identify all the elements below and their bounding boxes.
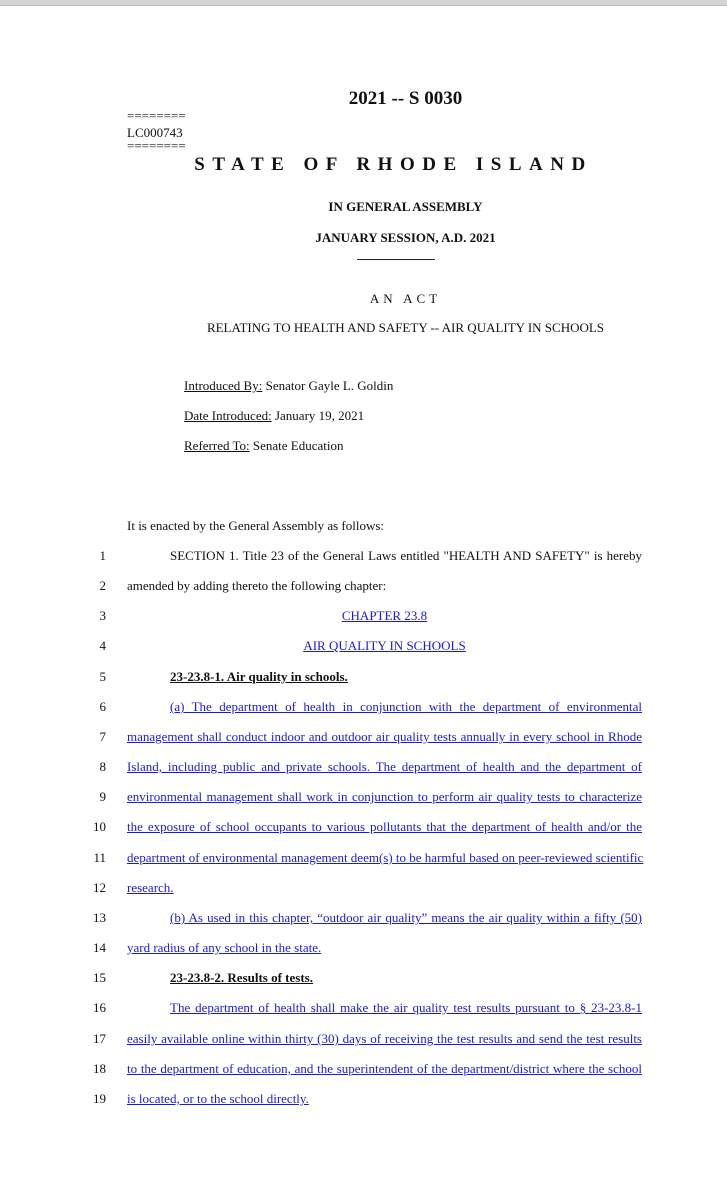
session-rule xyxy=(357,259,435,260)
line-number: 3 xyxy=(99,608,106,623)
line-number: 4 xyxy=(99,638,106,653)
bill-text-line: easily available online within thirty (30) days of receiving the test results and send the test results xyxy=(127,1031,642,1046)
referred-to-label: Referred To: xyxy=(184,438,250,453)
chapter-title xyxy=(127,638,642,654)
enacting-clause: It is enacted by the General Assembly as follows: xyxy=(127,518,385,533)
line-number: 18 xyxy=(93,1061,106,1076)
bill-text-line: SECTION 1. Title 23 of the General Laws entitled "HEALTH AND SAFETY" is hereby xyxy=(170,548,642,563)
line-number: 8 xyxy=(99,759,106,774)
line-number: 9 xyxy=(99,789,106,804)
line-number: 7 xyxy=(99,729,106,744)
section-heading xyxy=(127,970,642,986)
chapter-title-link[interactable]: AIR QUALITY IN SCHOOLS xyxy=(303,638,466,653)
bill-text-line: (a) The department of health in conjunction with the department of environmental xyxy=(170,699,642,714)
referred-to-value: Senate Education xyxy=(249,438,344,453)
referred-to xyxy=(184,438,344,454)
act-title: RELATING TO HEALTH AND SAFETY -- AIR QUALITY IN SCHOOLS xyxy=(206,320,605,335)
section-heading-text: 23-23.8-2. Results of tests. xyxy=(170,970,313,985)
bill-text-line xyxy=(127,940,642,956)
bill-text-line: management shall conduct indoor and outdoor air quality tests annually in every school in Rhode xyxy=(127,729,642,744)
bill-text-line: the exposure of school occupants to various pollutants that the department of health and/or the xyxy=(127,819,642,834)
chapter-number xyxy=(127,608,642,624)
bill-text-line: The department of health shall make the air quality test results pursuant to § 23-23.8-1 xyxy=(170,1000,642,1015)
section-heading xyxy=(127,669,642,685)
introduced-by-label: Introduced By: xyxy=(184,378,263,393)
bill-text-line xyxy=(127,880,642,896)
bill-text-segment: research. xyxy=(127,880,174,895)
line-number: 17 xyxy=(93,1031,106,1046)
line-number: 14 xyxy=(93,940,106,955)
lc-rule-top: ======== xyxy=(127,108,186,123)
bill-number: 2021 -- S 0030 xyxy=(348,88,463,109)
session-heading: JANUARY SESSION, A.D. 2021 xyxy=(315,230,496,245)
chapter-number-link[interactable]: CHAPTER 23.8 xyxy=(341,608,428,623)
bill-text-line: environmental management shall work in conjunction to perform air quality tests to characterize xyxy=(127,789,642,804)
line-number: 5 xyxy=(99,669,106,684)
bill-text-line xyxy=(127,1091,642,1107)
line-number: 6 xyxy=(99,699,106,714)
line-number: 15 xyxy=(93,970,106,985)
section-heading-text: 23-23.8-1. Air quality in schools. xyxy=(170,669,348,684)
line-number: 10 xyxy=(93,819,106,834)
top-bar xyxy=(0,0,727,6)
line-number: 1 xyxy=(99,548,106,563)
bill-text-segment: is located, or to the school directly. xyxy=(127,1091,309,1106)
date-introduced-label: Date Introduced: xyxy=(184,408,272,423)
date-introduced-value: January 19, 2021 xyxy=(271,408,365,423)
lc-code-block xyxy=(127,108,186,153)
bill-text-line: Island, including public and private schools. The department of health and the department of xyxy=(127,759,642,774)
act-heading: AN ACT xyxy=(369,291,442,306)
introduced-by xyxy=(184,378,393,394)
state-title: STATE OF RHODE ISLAND xyxy=(194,154,593,175)
date-introduced xyxy=(184,408,364,424)
assembly-heading: IN GENERAL ASSEMBLY xyxy=(328,199,483,214)
line-number: 12 xyxy=(93,880,106,895)
bill-text-line: department of environmental management deem(s) to be harmful based on peer-reviewed scientific xyxy=(127,850,644,865)
line-number: 16 xyxy=(93,1000,106,1015)
bill-text-segment: yard radius of any school in the state. xyxy=(127,940,322,955)
line-number: 13 xyxy=(93,910,106,925)
bill-text-line: to the department of education, and the superintendent of the department/district where the school xyxy=(127,1061,642,1076)
line-number: 2 xyxy=(99,578,106,593)
introduced-by-value: Senator Gayle L. Goldin xyxy=(262,378,394,393)
lc-rule-bottom: ======== xyxy=(127,138,186,153)
line-number: 19 xyxy=(93,1091,106,1106)
lc-code: LC000743 xyxy=(127,125,183,140)
bill-text-line: (b) As used in this chapter, “outdoor air quality” means the air quality within a fifty (50) xyxy=(170,910,642,925)
bill-text-line: amended by adding thereto the following chapter: xyxy=(127,578,387,593)
line-number: 11 xyxy=(93,850,106,865)
